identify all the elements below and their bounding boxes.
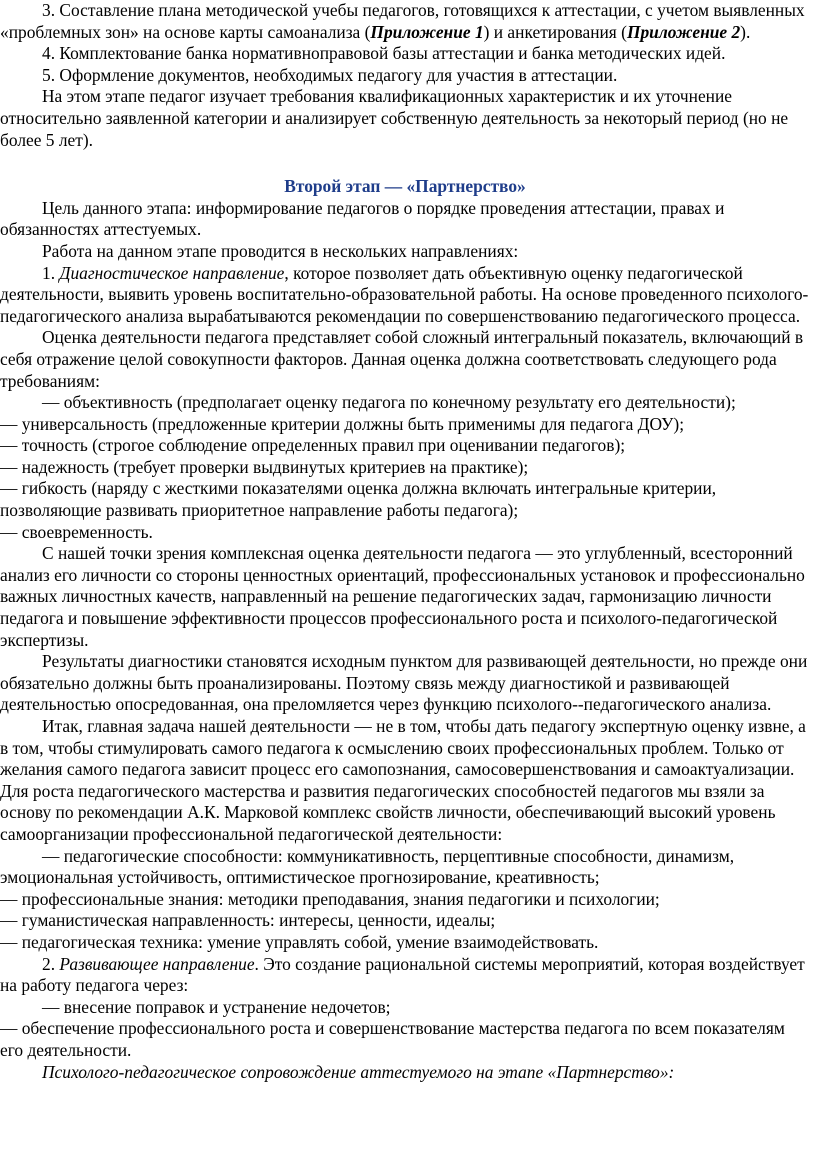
- list-item: — надежность (требует проверки выдвинутых критериев на практике);: [0, 456, 529, 477]
- list-item: — гибкость (наряду с жесткими показателями оценка должна включать интегральные критерии, позволяющие развивать приоритетное направление работы педагога);: [0, 478, 717, 521]
- paragraph-directions: Работа на данном этапе проводится в нескольких направлениях:: [42, 240, 519, 261]
- spacer: [0, 151, 810, 173]
- paragraph-main-task: Итак, главная задача нашей деятельности — не в том, чтобы дать педагогу экспертную оценку извне, а в том, чтобы стимулировать самого педагога к осмыслению своих профессиональных проблем. Только от желания самого педагога зависит процесс его самопознания, самосовершенствования и самоактуализации. Для роста педагогического мастерства и развития педагогических способностей педагогов мы взяли за основу по рекомендации А.К. Марковой комплекс свойств личности, обеспечивающий высокий уровень самоорганизации профессиональной педагогической деятельности:: [0, 716, 806, 844]
- list-item: — обеспечение профессионального роста и совершенствование мастерства педагога по всем показателям его деятельности.: [0, 1018, 785, 1060]
- appendix-1-ref: Приложение 1: [370, 21, 484, 42]
- paragraph-stage-summary: На этом этапе педагог изучает требования квалификационных характеристик и их уточнение относительно заявленной категории и анализирует собственную деятельность за некоторый период (но не более 5 лет).: [0, 86, 789, 150]
- developing-direction-term: Развивающее направление: [59, 953, 255, 974]
- list-item: — точность (строгое соблюдение определенных правил при оценивании педагогов);: [0, 435, 626, 456]
- text: ).: [740, 21, 751, 42]
- list-item: — педагогическая техника: умение управлять собой, умение взаимодействовать.: [0, 931, 599, 952]
- list-item: — гуманистическая направленность: интересы, ценности, идеалы;: [0, 910, 496, 931]
- text: 3. Составление плана методической учебы педагогов, готовящихся к аттестации, с учетом выявленных «проблемных зон» на основе карты самоанализа (: [0, 0, 805, 42]
- paragraph-documents: 5. Оформление документов, необходимых педагогу для участия в аттестации.: [42, 64, 618, 85]
- paragraph-goal: Цель данного этапа: информирование педагогов о порядке проведения аттестации, правах и обязанностях аттестуемых.: [0, 197, 725, 240]
- text: ) и анкетирования (: [483, 21, 627, 42]
- list-item: — универсальность (предложенные критерии должны быть применимы для педагога ДОУ);: [0, 413, 685, 434]
- paragraph-support-heading: Психолого-педагогическое сопровождение аттестуемого на этапе «Партнерство»:: [42, 1061, 675, 1082]
- paragraph-plan: [0, 0, 810, 43]
- paragraph-diagnostic-results: Результаты диагностики становятся исходным пунктом для развивающей деятельности, но прежде они обязательно должны быть проанализированы. Поэтому связь между диагностикой и развивающей деятельностью опосредованная, она преломляется через функцию психолого--педагогического анализа.: [0, 651, 808, 715]
- appendix-2-ref: Приложение 2: [626, 21, 741, 42]
- paragraph-diagnostic: 1. Диагностическое направление, которое позволяет дать объективную оценку педагогической деятельности, выявить уровень воспитательно-образовательной работы. На основе проведенного психолого-педагогического анализа вырабатываются рекомендации по совершенствованию педагогического процесса.: [0, 262, 809, 326]
- list-item: — педагогические способности: коммуникативность, перцептивные способности, динамизм, эмоциональная устойчивость, оптимистическое прогнозирование, креативность;: [0, 845, 735, 888]
- paragraph-bank: 4. Комплектование банка нормативноправовой базы аттестации и банка методических идей.: [42, 43, 726, 64]
- paragraph-developing: 2. Развивающее направление. Это создание рациональной системы мероприятий, которая воздействует на работу педагога через:: [0, 953, 805, 996]
- list-item: — профессиональные знания: методики преподавания, знания педагогики и психологии;: [0, 888, 660, 909]
- paragraph-complex-evaluation: С нашей точки зрения комплексная оценка деятельности педагога — это углубленный, всесторонний анализ его личности со стороны ценностных ориентаций, профессиональных установок и профессионально важных личностных качеств, направленный на решение педагогических задач, гармонизацию личности педагога и повышение эффективности процессов профессионального роста и психолого-педагогической экспертизы.: [0, 543, 805, 650]
- paragraph-evaluation: Оценка деятельности педагога представляет собой сложный интегральный показатель, включающий в себя отражение целой совокупности факторов. Данная оценка должна соответствовать следующего рода требованиям:: [0, 327, 804, 391]
- list-item: — внесение поправок и устранение недочетов;: [42, 996, 391, 1017]
- list-item: — объективность (предполагает оценку педагога по конечному результату его деятельности);: [42, 392, 736, 413]
- section-heading: Второй этап — «Партнерство»: [284, 176, 526, 197]
- list-item: — своевременность.: [0, 521, 153, 542]
- diagnostic-direction-term: Диагностическое направление: [59, 262, 285, 283]
